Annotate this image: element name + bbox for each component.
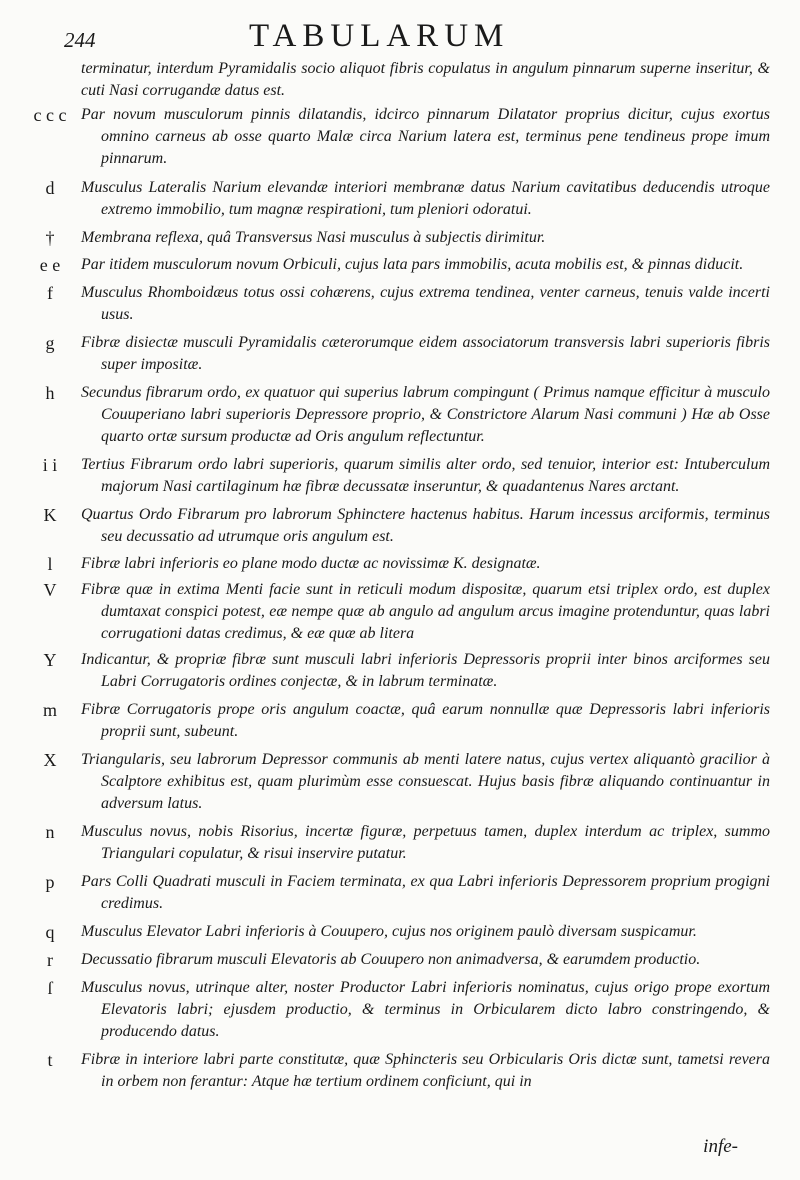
entry-V xyxy=(0,579,800,645)
entry-label: t xyxy=(47,1050,53,1070)
entry-n xyxy=(0,821,800,865)
entry-X xyxy=(0,749,800,815)
entry-label: Y xyxy=(43,650,57,670)
entry-m xyxy=(0,699,800,743)
entry-label: ſ xyxy=(47,978,53,998)
entry-text: Membrana reflexa, quâ Transversus Nasi musculus à subjectis dirimitur. xyxy=(81,229,546,246)
entry-text: Pars Colli Quadrati musculi in Faciem terminata, ex qua Labri inferioris Depressorem proprium progigni credimus. xyxy=(81,873,770,912)
entry-label: h xyxy=(45,383,55,403)
page-header xyxy=(64,18,760,54)
entry-l xyxy=(0,553,800,575)
entry-label: m xyxy=(42,700,57,720)
entry-text: Fibræ in interiore labri parte constitutæ, quæ Sphincteris seu Orbicularis Oris dictæ sunt, tametsi revera in orbem non ferantur: Atque hæ tertium ordinem conficiunt, qui in xyxy=(81,1051,770,1090)
entry-text: Musculus novus, nobis Risorius, incertæ figuræ, perpetuus tamen, duplex interdum ac triplex, summo Triangulari copulatur, & risui inservire putatur. xyxy=(81,823,770,862)
entry-g xyxy=(0,332,800,376)
entry-h xyxy=(0,382,800,448)
paragraph-continuation xyxy=(0,58,800,102)
paragraph-text: terminatur, interdum Pyramidalis socio aliquot fibris copulatus in angulum pinnarum superne inseritur, & cuti Nasi corrugandæ datus est. xyxy=(81,60,770,99)
entry-text: Fibræ labri inferioris eo plane modo ductæ ac novissimæ K. designatæ. xyxy=(81,555,541,572)
entry-label: e e xyxy=(39,255,61,275)
running-title: TABULARUM xyxy=(249,18,510,54)
entry-K xyxy=(0,504,800,548)
entry-ee xyxy=(0,254,800,276)
text-body xyxy=(0,58,800,1093)
entry-text: Musculus Elevator Labri inferioris à Couupero, cujus nos originem paulò diversam suspicamur. xyxy=(81,923,697,940)
entry-q xyxy=(0,921,800,943)
entry-label: g xyxy=(45,333,55,353)
entry-label: K xyxy=(43,505,57,525)
entry-dagger xyxy=(0,227,800,249)
entry-text: Triangularis, seu labrorum Depressor communis ab menti latere natus, cujus vertex aliquantò gracilior à Scalptore exhibitus est, quam plurimùm esse consuescat. Hujus basis fibræ aliquando continuantur in adversum latus. xyxy=(81,751,770,812)
entry-label: n xyxy=(45,822,55,842)
entry-text: Fibræ disiectæ musculi Pyramidalis cæterorumque eidem associatorum transversis labri superioris fibris super impositæ. xyxy=(81,334,770,373)
entry-text: Quartus Ordo Fibrarum pro labrorum Sphinctere hactenus habitus. Harum incessus arciformis, terminus seu decussatio ad utrumque oris angulum est. xyxy=(81,506,770,545)
entry-text: Fibræ quæ in extima Menti facie sunt in reticuli modum dispositæ, quarum etsi triplex ordo, est duplex dumtaxat conspici potest, eæ nempe quæ ab angulo ad angulum arcus imagine protenduntur, quas labri corrugationi datas credimus, & eæ quæ ab litera xyxy=(81,581,770,642)
entry-text: Musculus Lateralis Narium elevandæ interiori membranæ datus Narium cavitatibus deducendis utroque extremo immobilio, tum magnæ respirationi, tum pleniori odoratui. xyxy=(81,179,770,218)
page-number: 244 xyxy=(64,28,96,52)
entry-d xyxy=(0,177,800,221)
entry-text: Musculus novus, utrinque alter, noster Productor Labri inferioris nominatus, cujus origo prope exortum Elevatoris labri; ejusdem productio, & terminus in Orbicularem dicto labro constringendo, & producendo datus. xyxy=(81,979,770,1040)
entry-label: f xyxy=(47,283,53,303)
entry-label: c c c xyxy=(33,105,67,125)
entry-text: Decussatio fibrarum musculi Elevatoris ab Couupero non animadversa, & earumdem productio. xyxy=(81,951,701,968)
entry-text: Par novum musculorum pinnis dilatandis, idcirco pinnarum Dilatator proprius dicitur, cujus exortus omnino carneus ab osse quarto Malæ circa Narium latera est, terminus pene tendineus prope imum pinnarum. xyxy=(81,106,770,167)
entry-label: X xyxy=(43,750,57,770)
entry-label: † xyxy=(45,228,55,248)
entry-label: l xyxy=(47,554,53,574)
entry-label: p xyxy=(45,872,55,892)
entry-t xyxy=(0,1049,800,1093)
entry-text: Musculus Rhomboidæus totus ossi cohærens, cujus extrema tendinea, venter carneus, tenuis valde incerti usus. xyxy=(81,284,770,323)
entry-label: r xyxy=(47,950,53,970)
entry-text: Indicantur, & propriæ fibræ sunt musculi labri inferioris Depressoris proprii inter binos arciformes seu Labri Corrugatoris ordines conjectæ, & in labrum terminatæ. xyxy=(81,651,770,690)
entry-p xyxy=(0,871,800,915)
entry-label: q xyxy=(45,922,55,942)
entry-text: Tertius Fibrarum ordo labri superioris, quarum similis alter ordo, sed tenuior, interior est: Intuberculum majorum Nasi cartilaginum hæ fibræ decussatæ inseruntur, & quadantenus Nares arctant. xyxy=(81,456,770,495)
entry-label: d xyxy=(45,178,55,198)
entry-s xyxy=(0,977,800,1043)
entry-r xyxy=(0,949,800,971)
entry-text: Fibræ Corrugatoris prope oris angulum coactæ, quâ earum nonnullæ quæ Depressoris labri inferioris proprii sunt, subeunt. xyxy=(81,701,770,740)
entry-ccc xyxy=(0,104,800,170)
entry-f xyxy=(0,282,800,326)
entry-ii xyxy=(0,454,800,498)
entry-text: Par itidem musculorum novum Orbiculi, cujus lata pars immobilis, acuta mobilis est, & pinnas diducit. xyxy=(81,256,744,273)
entry-Y xyxy=(0,649,800,693)
entry-label: V xyxy=(43,580,57,600)
entry-label: i i xyxy=(42,455,58,475)
catchword: infe- xyxy=(703,1136,738,1157)
entry-text: Secundus fibrarum ordo, ex quatuor qui superius labrum compingunt ( Primus namque efficitur à musculo Couuperiano labri superioris Depressore proprio, & Constrictore Alarum Nasi communi ) Hæ ab Osse quarto ortæ sursum productæ ad Oris angulum reflectuntur. xyxy=(81,384,770,445)
